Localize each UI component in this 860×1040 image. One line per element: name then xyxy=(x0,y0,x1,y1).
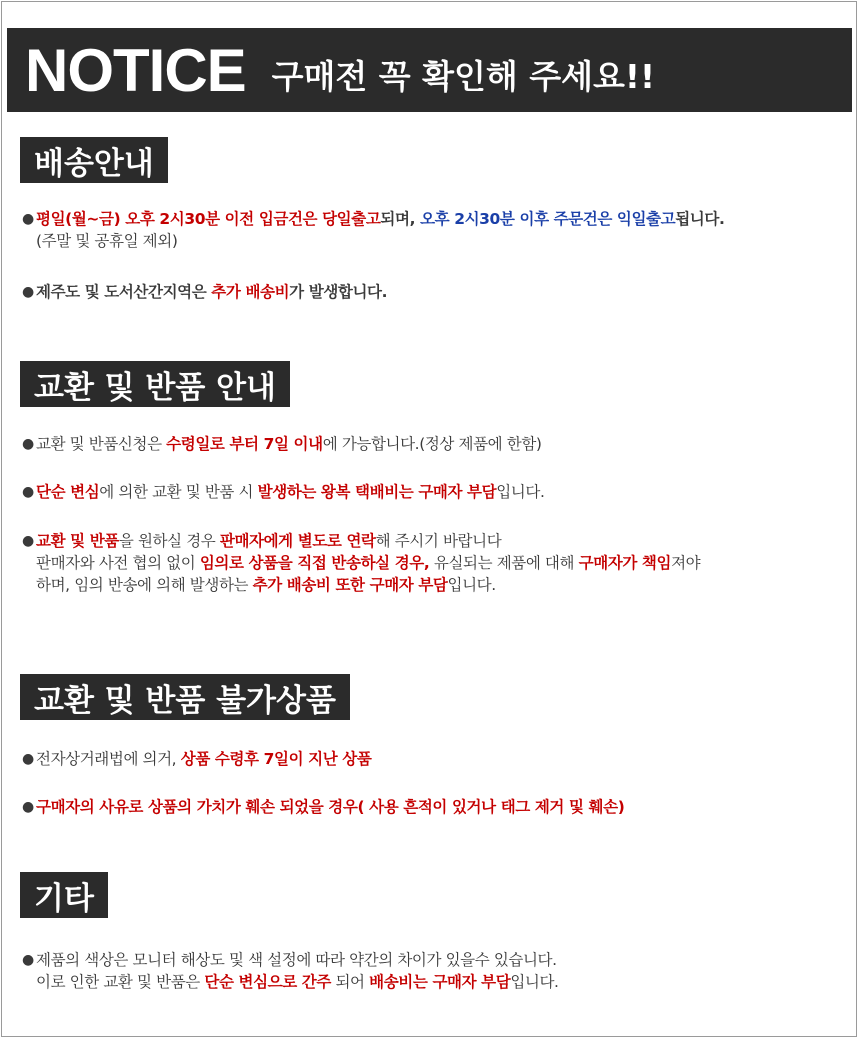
item-line xyxy=(22,208,852,230)
highlight-text: 임의로 상품을 직접 반송하실 경우, xyxy=(199,554,430,572)
section-title-non-returnable: 교환 및 반품 불가상품 xyxy=(20,674,350,720)
item-text: 되어 xyxy=(330,973,370,991)
highlight-text: 추가 배송비 xyxy=(211,283,290,301)
list-item xyxy=(22,281,852,303)
item-text: 하며, 임의 반송에 의해 발생하는 xyxy=(36,576,253,594)
list-item xyxy=(22,748,852,770)
item-text: 이로 인한 교환 및 반품은 xyxy=(36,973,205,991)
item-text: 유실되는 제품에 대해 xyxy=(429,554,579,572)
item-line xyxy=(22,748,852,770)
section-title-etc: 기타 xyxy=(20,872,108,918)
highlight-text: 구매자의 사유로 상품의 가치가 훼손 되었을 경우( 사용 흔적이 있거나 태그 제거 및 훼손) xyxy=(36,798,625,816)
item-text: 가 발생합니다. xyxy=(289,283,388,301)
item-line-continued xyxy=(22,230,852,252)
notice-subtitle: 구매전 꼭 확인해 주세요!! xyxy=(271,56,656,96)
bullet-icon: ● xyxy=(22,799,34,815)
highlight-text: 배송비는 구매자 부담 xyxy=(369,973,511,991)
item-line-continued xyxy=(22,552,852,574)
item-text: 입니다. xyxy=(510,973,559,991)
highlight-text: 판매자에게 별도로 연락 xyxy=(219,532,376,550)
bullet-icon: ● xyxy=(22,952,34,968)
item-text: 을 원하실 경우 xyxy=(118,532,220,550)
item-text: 판매자와 사전 협의 없이 xyxy=(36,554,200,572)
item-text: 져야 xyxy=(671,554,701,572)
item-line-continued xyxy=(22,574,852,596)
bullet-icon: ● xyxy=(22,484,34,500)
item-text: 에 의한 교환 및 반품 시 xyxy=(99,483,258,501)
item-text: 입니다. xyxy=(447,576,496,594)
list-item xyxy=(22,530,852,596)
item-line xyxy=(22,433,852,455)
item-text: 되며, xyxy=(380,210,421,228)
item-text: 됩니다. xyxy=(675,210,725,228)
item-text: 제품의 색상은 모니터 해상도 및 색 설정에 따라 약간의 차이가 있을수 있습니다. xyxy=(36,951,557,969)
item-text: 전자상거래법에 의거, xyxy=(36,750,181,768)
list-item xyxy=(22,433,852,455)
bullet-icon: ● xyxy=(22,751,34,767)
highlight-text: 단순 변심 xyxy=(36,483,100,501)
list-item xyxy=(22,481,852,503)
bullet-icon: ● xyxy=(22,533,34,549)
section-title-exchange-return: 교환 및 반품 안내 xyxy=(20,361,290,407)
notice-header xyxy=(7,28,852,112)
list-item xyxy=(22,208,852,252)
highlight-text: 추가 배송비 또한 구매자 부담 xyxy=(252,576,448,594)
highlight-text: 수령일로 부터 7일 이내 xyxy=(166,435,323,453)
item-line-continued xyxy=(22,971,852,993)
item-line xyxy=(22,530,852,552)
highlight-text: 상품 수령후 7일이 지난 상품 xyxy=(180,750,372,768)
notice-title: NOTICE xyxy=(25,36,246,104)
item-line xyxy=(22,949,852,971)
item-line xyxy=(22,481,852,503)
bullet-icon: ● xyxy=(22,436,34,452)
highlight-text: 평일(월~금) 오후 2시30분 이전 입금건은 당일출고 xyxy=(36,210,381,228)
list-item xyxy=(22,949,852,993)
item-line xyxy=(22,796,852,818)
highlight-text: 교환 및 반품 xyxy=(36,532,119,550)
item-text: 에 가능합니다.(정상 제품에 한함) xyxy=(322,435,542,453)
bullet-icon: ● xyxy=(22,211,34,227)
item-text: (주말 및 공휴일 제외) xyxy=(36,232,178,250)
list-item xyxy=(22,796,852,818)
section-title-shipping: 배송안내 xyxy=(20,137,168,183)
highlight-text: 단순 변심으로 간주 xyxy=(204,973,331,991)
item-text: 해 주시기 바랍니다 xyxy=(375,532,502,550)
item-text: 입니다. xyxy=(496,483,545,501)
highlight-text: 구매자가 책임 xyxy=(578,554,672,572)
item-text: 교환 및 반품신청은 xyxy=(36,435,167,453)
highlight-text: 오후 2시30분 이후 주문건은 익일출고 xyxy=(420,210,676,228)
item-line xyxy=(22,281,852,303)
highlight-text: 발생하는 왕복 택배비는 구매자 부담 xyxy=(257,483,497,501)
bullet-icon: ● xyxy=(22,284,34,300)
item-text: 제주도 및 도서산간지역은 xyxy=(36,283,212,301)
